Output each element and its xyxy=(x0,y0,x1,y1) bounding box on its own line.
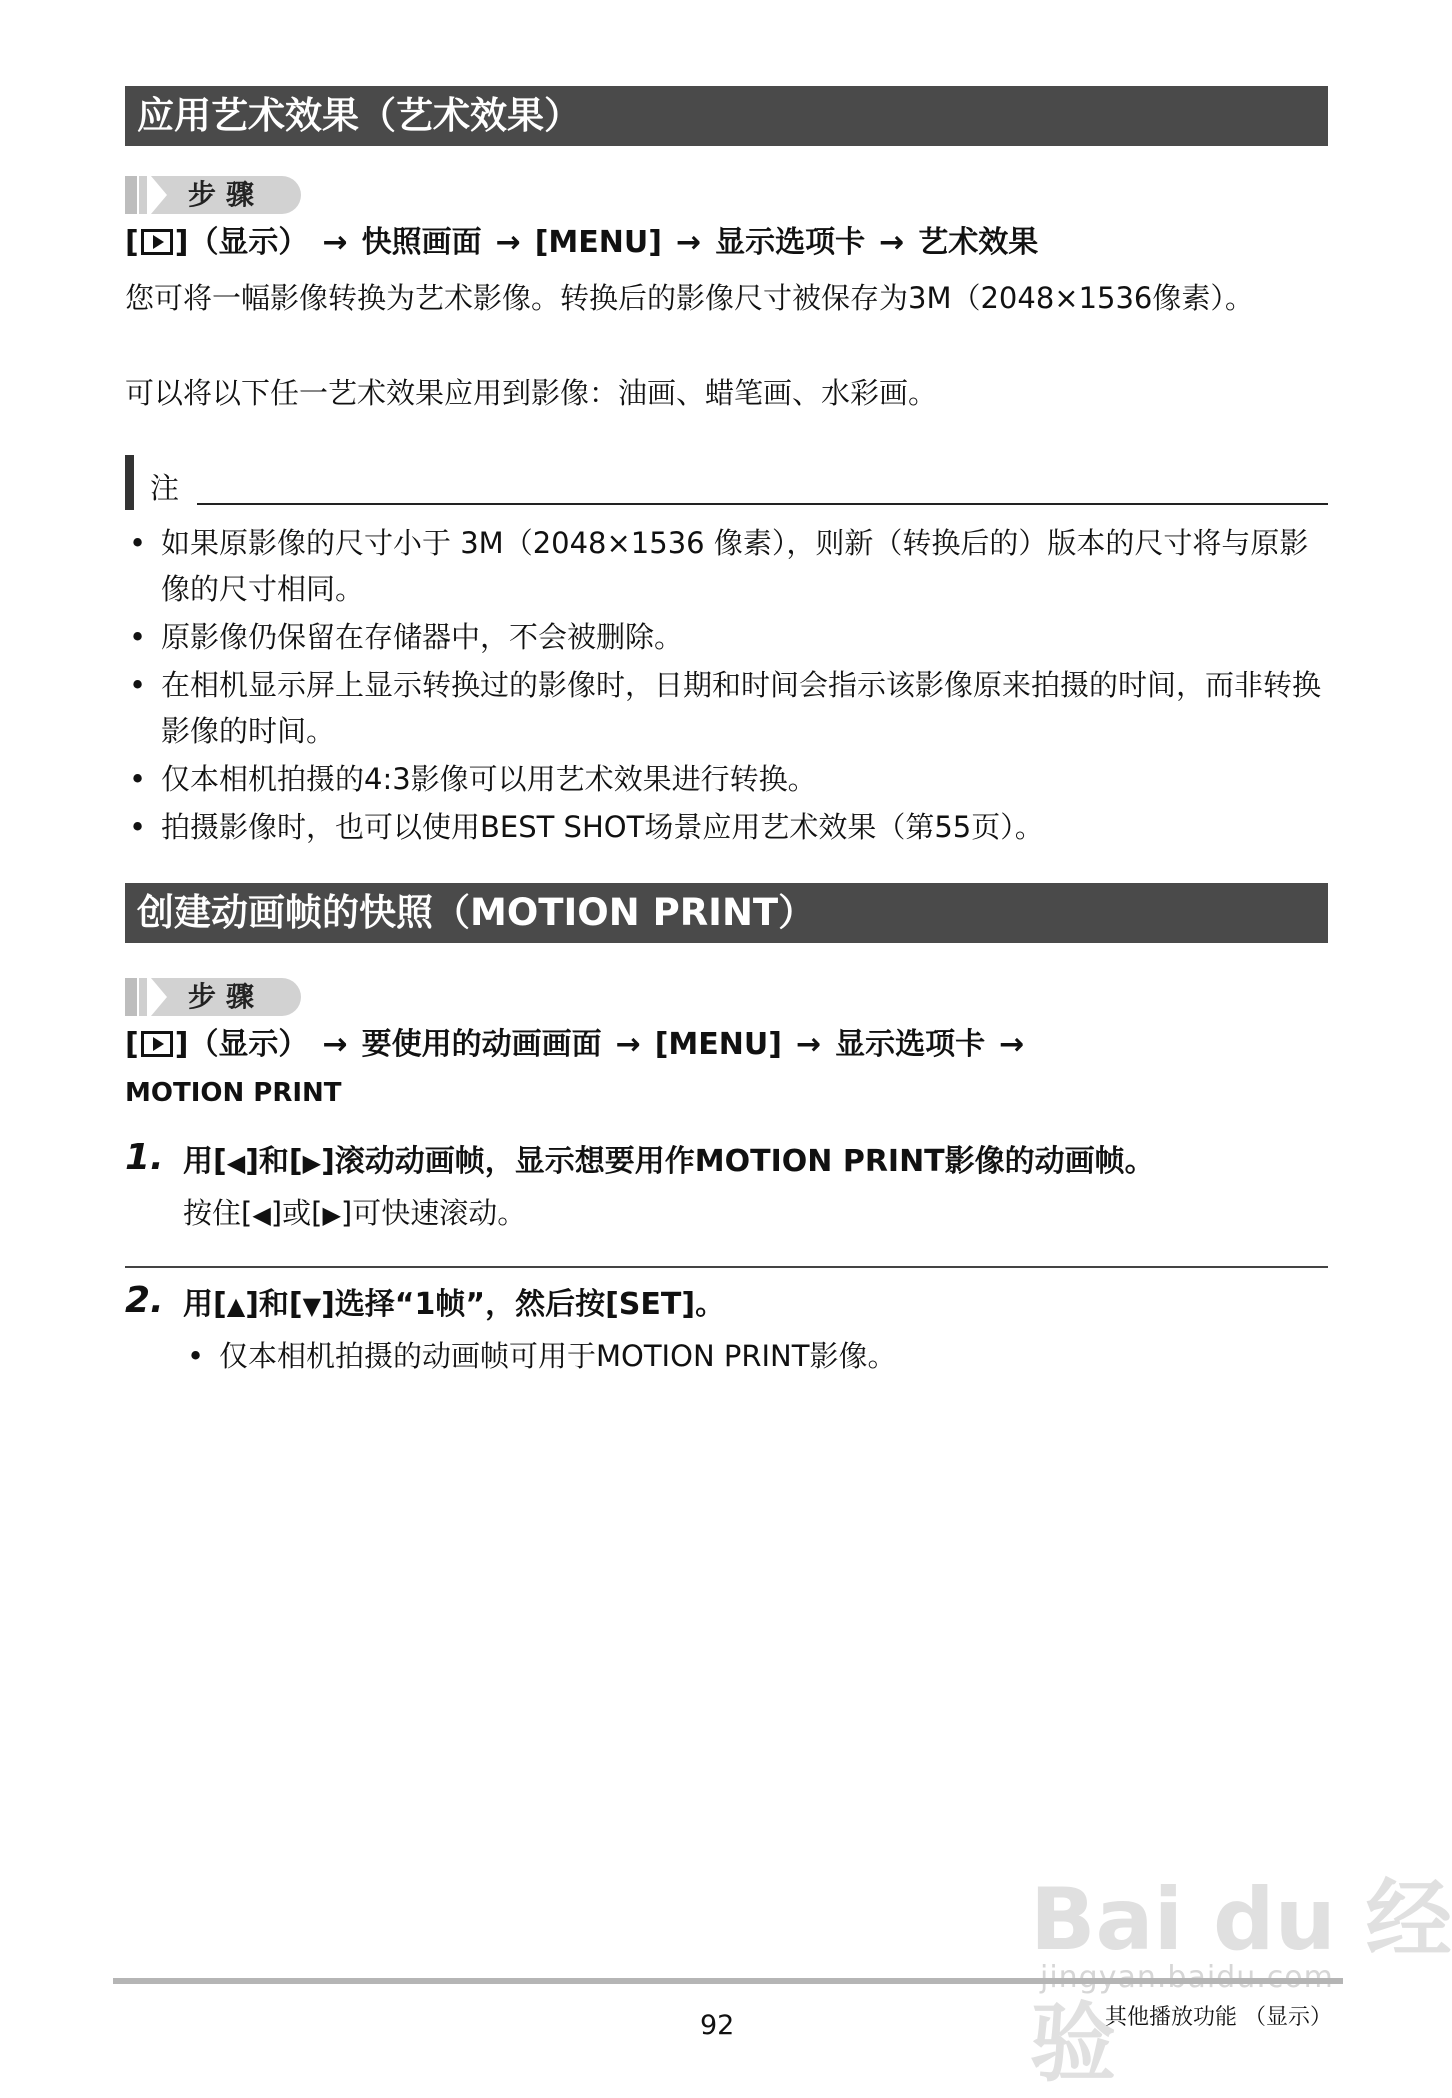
list-item: • 原影像仍保留在存储器中，不会被删除。 xyxy=(125,614,1330,660)
steps-badge xyxy=(125,978,300,1016)
description-paragraph: 可以将以下任一艺术效果应用到影像：油画、蜡笔画、水彩画。 xyxy=(125,376,938,410)
arrow-icon: → xyxy=(495,225,521,260)
down-arrow-icon: ▼ xyxy=(302,1292,322,1320)
list-item: • 拍摄影像时，也可以使用BEST SHOT场景应用艺术效果（第55页）。 xyxy=(125,804,1330,850)
section-title-art-effect: 应用艺术效果（艺术效果） xyxy=(125,86,1328,146)
step-1-hint: 按住[◀]或[▶]可快速滚动。 xyxy=(183,1196,527,1230)
step-number: 1. xyxy=(125,1137,164,1178)
list-item: • 如果原影像的尺寸小于 3M（2048×1536 像素），则新（转换后的）版本的尺寸将与原影像的尺寸相同。 xyxy=(125,520,1330,612)
right-arrow-icon: ▶ xyxy=(322,1201,341,1229)
left-arrow-icon: ◀ xyxy=(252,1201,271,1229)
up-arrow-icon: ▲ xyxy=(226,1292,246,1320)
step-1-instruction: 用[◀]和[▶]滚动动画帧，显示想要用作MOTION PRINT影像的动画帧。 xyxy=(183,1144,1155,1179)
arrow-icon: → xyxy=(999,1027,1025,1062)
menu-path-continued: MOTION PRINT xyxy=(125,1078,342,1108)
step-number: 2. xyxy=(125,1280,164,1321)
arrow-icon: → xyxy=(322,1027,348,1062)
page-number: 92 xyxy=(700,2010,735,2041)
arrow-icon: → xyxy=(795,1027,822,1062)
list-item: • 在相机显示屏上显示转换过的影像时，日期和时间会指示该影像原来拍摄的时间，而非转换影像的时间。 xyxy=(125,662,1330,754)
steps-label: 步骤 xyxy=(151,978,301,1016)
play-icon xyxy=(141,1031,173,1057)
list-item: • 仅本相机拍摄的动画帧可用于MOTION PRINT影像。 xyxy=(183,1336,896,1376)
arrow-icon: → xyxy=(322,225,348,260)
footer-section-label: 其他播放功能 （显示） xyxy=(1105,2005,1332,2030)
left-arrow-icon: ◀ xyxy=(226,1149,246,1177)
steps-label: 步骤 xyxy=(151,176,301,214)
menu-path: [ ]（显示） → 快照画面 → [MENU] → 显示选项卡 → 艺术效果 xyxy=(125,225,1039,260)
note-list xyxy=(125,520,1330,852)
note-label: 注 xyxy=(150,471,180,505)
arrow-icon: → xyxy=(879,225,905,260)
section-title-motion-print: 创建动画帧的快照（MOTION PRINT） xyxy=(125,883,1328,943)
list-item: • 仅本相机拍摄的4:3影像可以用艺术效果进行转换。 xyxy=(125,756,1330,802)
baidu-watermark: Bai du 经验 xyxy=(1030,1870,1452,2094)
arrow-icon: → xyxy=(675,225,702,260)
note-divider xyxy=(197,503,1328,505)
note-marker xyxy=(125,455,134,510)
steps-badge xyxy=(125,176,300,214)
step-2-instruction: 用[▲]和[▼]选择“1帧”，然后按[SET]。 xyxy=(183,1287,726,1322)
arrow-icon: → xyxy=(615,1027,641,1062)
footer-divider xyxy=(113,1978,1343,1984)
description-paragraph: 您可将一幅影像转换为艺术影像。转换后的影像尺寸被保存为3M（2048×1536像素）。 xyxy=(125,281,1254,315)
right-arrow-icon: ▶ xyxy=(302,1149,322,1177)
menu-path: [ ]（显示） → 要使用的动画画面 → [MENU] → 显示选项卡 → xyxy=(125,1027,1025,1062)
play-icon xyxy=(141,229,173,255)
step-divider xyxy=(125,1266,1328,1268)
